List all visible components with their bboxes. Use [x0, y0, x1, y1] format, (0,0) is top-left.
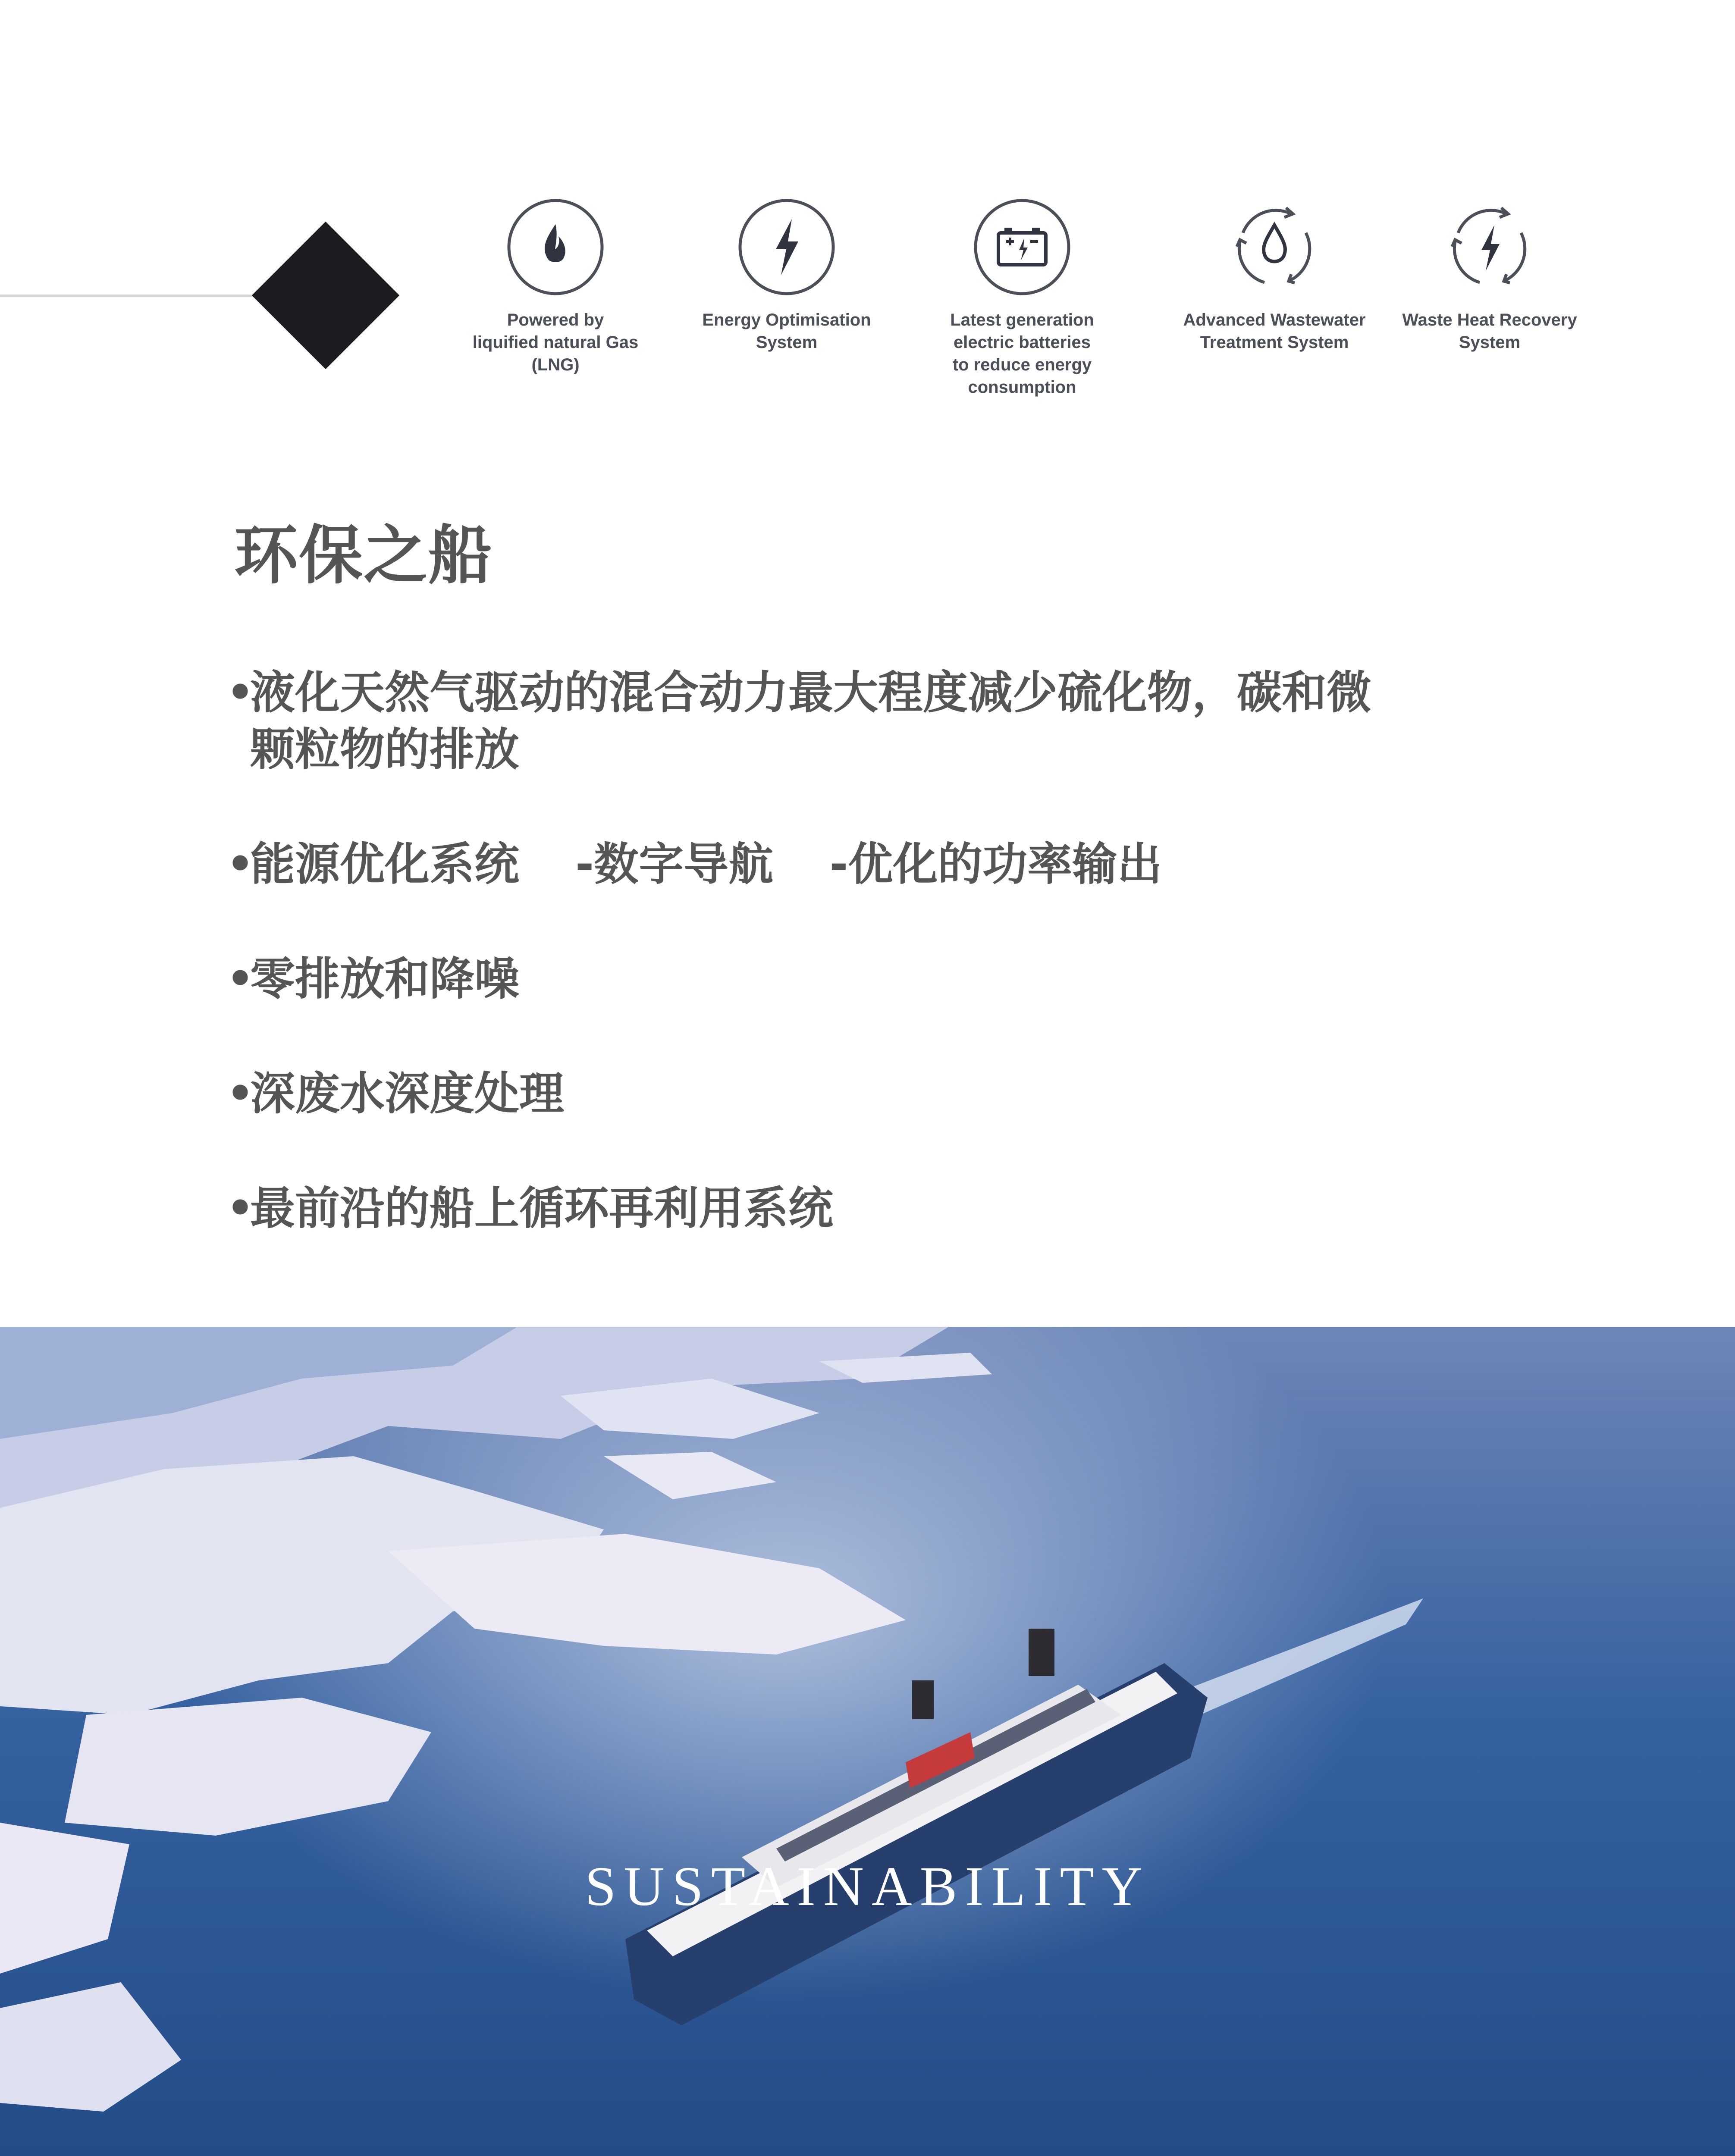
bullet-text: 最前沿的船上循环再利用系统: [250, 1182, 834, 1235]
bullet-subtext: -数字导航: [575, 838, 774, 890]
bullet-text: 液化天然气驱动的混合动力最大程度减少硫化物，碳和微 颗粒物的排放: [250, 666, 1372, 776]
feature-waste-heat: [1390, 198, 1589, 354]
bullet-text: 深废水深度处理: [250, 1067, 565, 1120]
feature-caption: Advanced Wastewater Treatment System: [1183, 310, 1366, 352]
horizontal-rule: [0, 295, 259, 297]
feature-caption: Waste Heat Recovery System: [1402, 310, 1577, 352]
bullet-text: 零排放和降噪: [250, 953, 520, 1005]
bullet-dot: •: [226, 839, 254, 889]
diamond-marker: [252, 222, 399, 369]
battery-icon: [973, 198, 1071, 296]
feature-energy-optimisation: [687, 198, 886, 354]
feature-caption: Powered by liquified natural Gas (LNG): [472, 310, 639, 374]
page-title: 环保之船: [234, 518, 493, 592]
lightning-bolt-icon: [738, 198, 835, 296]
feature-caption: Energy Optimisation System: [702, 310, 871, 352]
bullet-text: 能源优化系统: [250, 838, 520, 890]
water-drop-cycle-icon: [1226, 198, 1323, 296]
bullet-dot: •: [226, 667, 254, 718]
bullet-item: [226, 836, 1477, 893]
arctic-ship-photo: [0, 1327, 1735, 2156]
bullet-item: [226, 1065, 1477, 1122]
bullet-list: [226, 664, 1477, 1294]
bullet-subtext: -优化的功率输出: [829, 838, 1162, 890]
bullet-item: [226, 664, 1477, 778]
bullet-dot: •: [226, 1068, 254, 1119]
feature-caption: Latest generation electric batteries to reduce energy consumption: [950, 310, 1094, 397]
bullet-item: [226, 1180, 1477, 1237]
flame-icon: [507, 198, 604, 296]
feature-batteries: [923, 198, 1121, 398]
bullet-dot: •: [226, 1183, 254, 1233]
feature-wastewater: [1175, 198, 1374, 354]
feature-lng: [456, 198, 655, 376]
bolt-cycle-icon: [1441, 198, 1538, 296]
bullet-dot: •: [226, 953, 254, 1004]
sustainability-banner: SUSTAINABILITY: [585, 1855, 1150, 1918]
bullet-item: [226, 950, 1477, 1007]
